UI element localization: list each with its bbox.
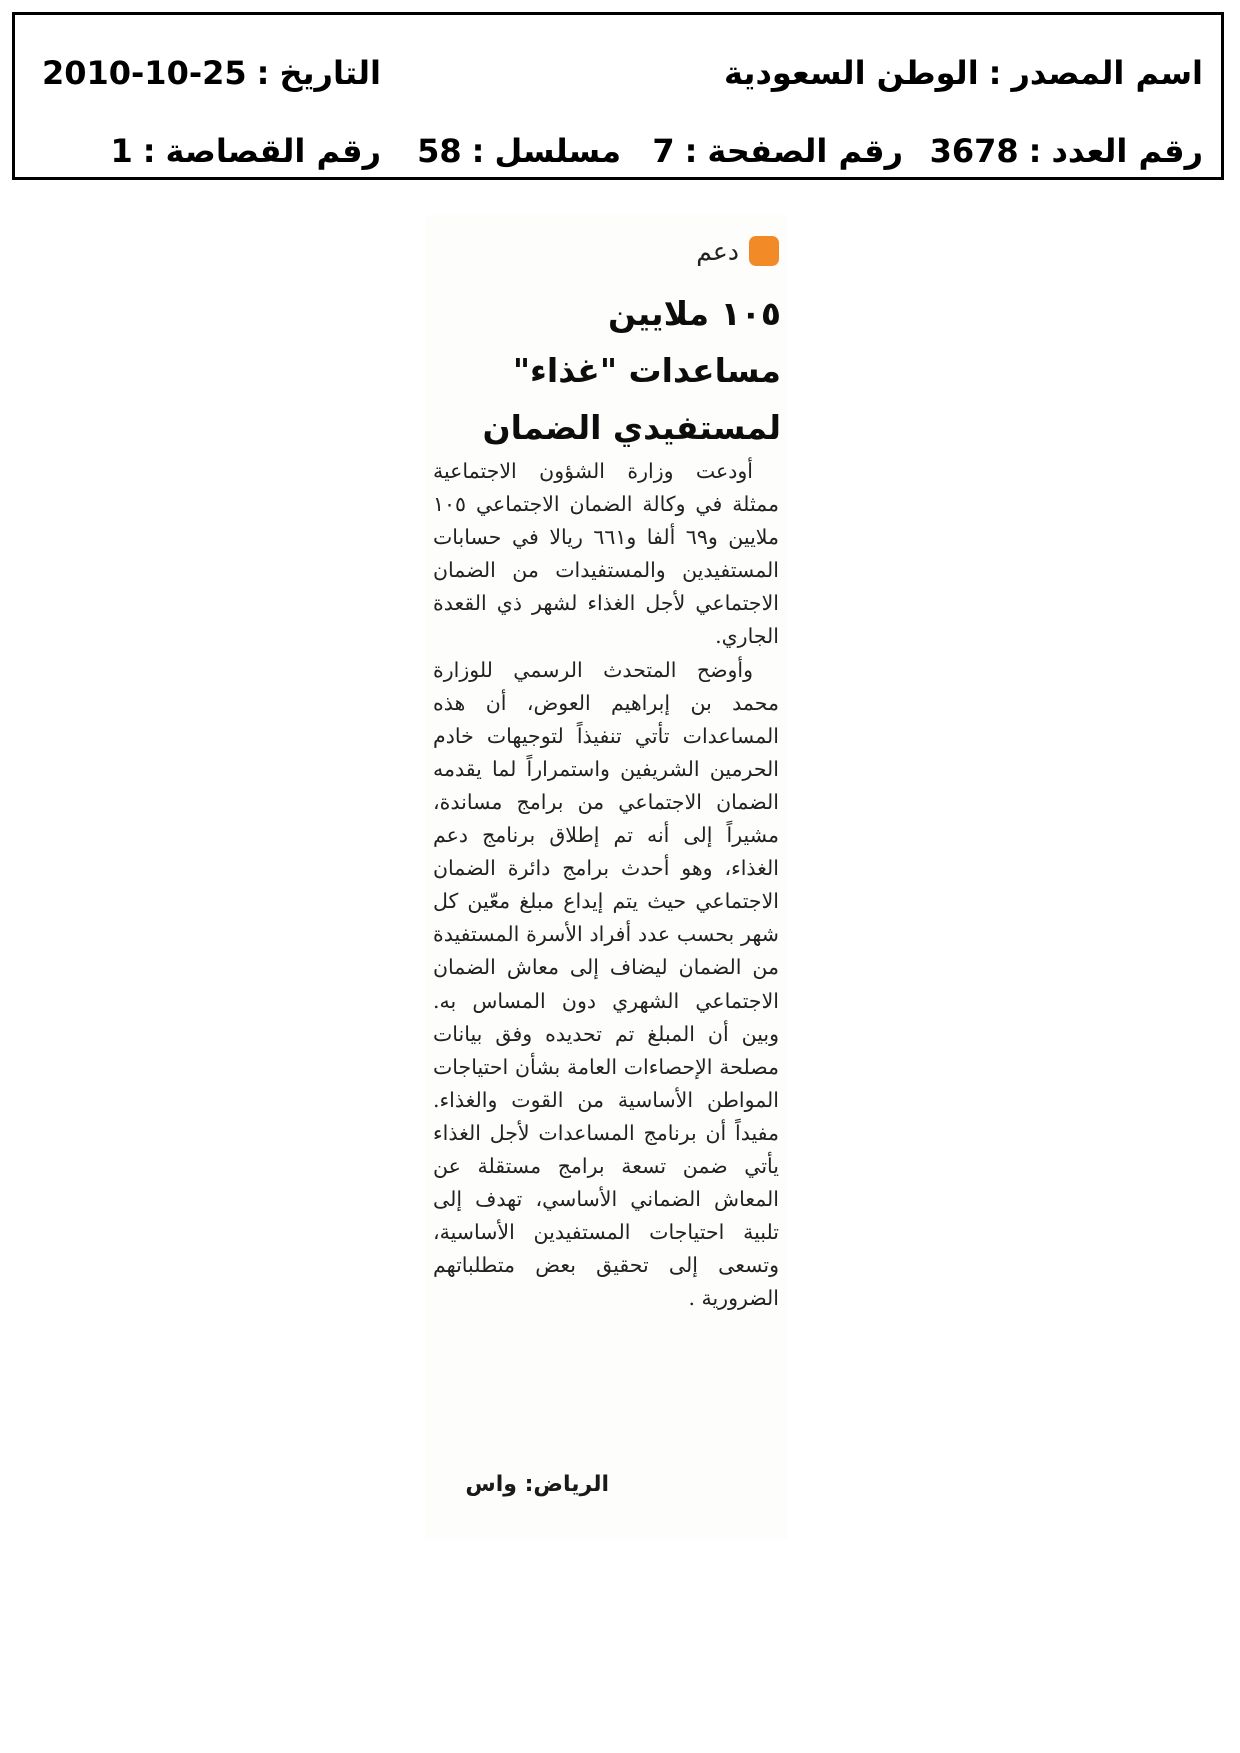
page-value: 7 [652,132,675,170]
serial-label: مسلسل [494,132,621,170]
section-marker-icon [749,236,779,266]
clip-field [110,127,381,175]
source-field [724,49,1203,97]
source-value: الوطن السعودية [724,54,979,92]
clip-label: رقم القصاصة [165,132,381,170]
article-headline [431,285,781,456]
serial-field [417,127,621,175]
article-byline: الرياض: واس [465,1472,609,1497]
metadata-row-2 [15,127,1221,175]
article-body [433,455,779,1315]
date-label: التاريخ [279,54,381,92]
date-value: 2010-10-25 [41,54,247,92]
source-label: اسم المصدر [1011,54,1203,92]
page-label: رقم الصفحة [707,132,903,170]
separator: : [988,54,1002,92]
date-field [42,49,381,97]
headline-line: مساعدات "غذاء" [512,351,781,390]
separator: : [684,132,698,170]
headline-line: لمستفيدي الضمان [482,408,781,447]
separator: : [256,54,270,92]
separator: : [142,132,156,170]
article-paragraph: وأوضح المتحدث الرسمي للوزارة محمد بن إبراهيم العوض، أن هذه المساعدات تأتي تنفيذاً لتوجيهات خادم الحرمين الشريفين واستمراراً لما يقدمه الضمان الاجتماعي من برامج مساندة، مشيراً إلى أنه تم إطلاق برنامج دعم الغذاء، وهو أحدث برامج دائرة الضمان الاجتماعي حيث يتم إيداع مبلغ معّين كل شهر بحسب عدد أفراد الأسرة المستفيدة من الضمان ليضاف إلى معاش الضمان الاجتماعي الشهري دون المساس به. وبين أن المبلغ تم تحديده وفق بيانات مصلحة الإحصاءات العامة بشأن احتياجات المواطن الأساسية من القوت والغذاء. مفيداً أن برنامج المساعدات لأجل الغذاء يأتي ضمن تسعة برامج مستقلة عن المعاش الضماني الأساسي، تهدف إلى تلبية احتياجات المستفيدين الأساسية، وتسعى إلى تحقيق بعض متطلباتهم الضرورية . [433,657,779,1311]
page-field [652,127,903,175]
issue-label: رقم العدد [1051,132,1203,170]
section-label: دعم [696,236,739,266]
separator: : [471,132,485,170]
issue-value: 3678 [929,132,1019,170]
article-clipping [425,215,787,1540]
article-paragraph: أودعت وزارة الشؤون الاجتماعية ممثلة في وكالة الضمان الاجتماعي ١٠٥ ملايين و٦٩ ألفا و٦٦١ ريالا في حسابات المستفيدين والمستفيدات من الضمان الاجتماعي لأجل الغذاء لشهر ذي القعدة الجاري. [433,459,779,649]
metadata-box [12,12,1224,180]
issue-field [930,127,1203,175]
separator: : [1028,132,1042,170]
section-tag [696,233,779,269]
metadata-row-1 [15,49,1221,97]
headline-line: ١٠٥ ملايين [608,294,781,333]
clip-value: 1 [110,132,133,170]
serial-value: 58 [417,132,462,170]
